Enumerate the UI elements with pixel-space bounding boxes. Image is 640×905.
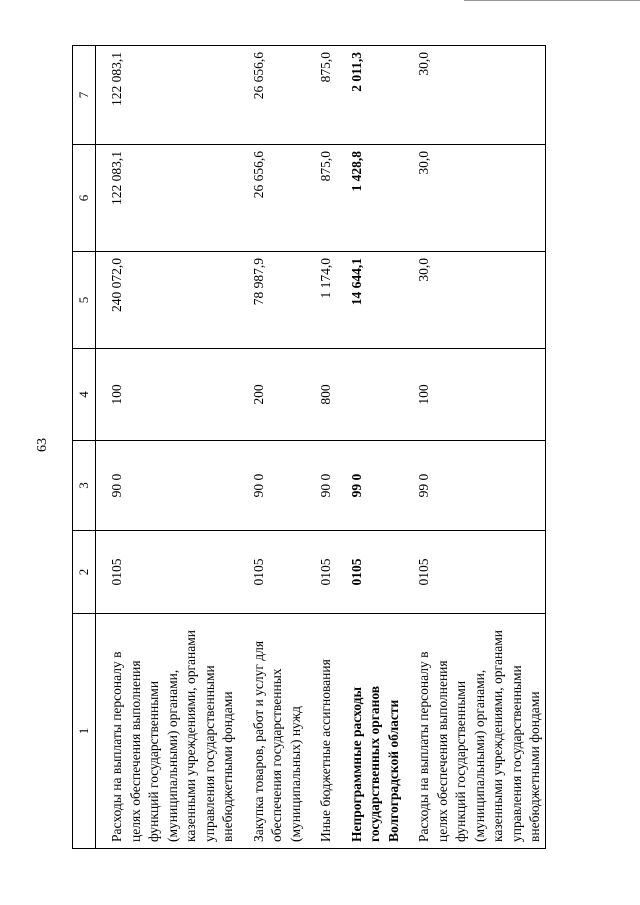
row-name: Расходы на выплаты персоналу в целях обеспечения выполнения функций государственными (муниципальными) органами, казенными учреждениями, органами управления государственными внебюджетными фондами [403,614,545,849]
header-col-6: 6 [73,145,96,252]
table-row [305,46,336,849]
row-name: Расходы на выплаты персоналу в целях обеспечения выполнения функций государственными (муниципальными) органами, казенными учреждениями, органами управления государственными внебюджетными фондами [96,614,238,849]
header-col-7: 7 [73,46,96,145]
row-value-7: 122 083,1 [96,46,238,145]
header-col-1: 1 [73,614,96,849]
scan-edge-line [464,0,640,3]
row-section: 0105 [305,531,336,614]
row-program: 90 0 [96,441,238,531]
row-value-7: 875,0 [305,46,336,145]
table-row [96,46,238,849]
table-row [403,46,545,849]
row-program: 90 0 [238,441,306,531]
row-value-7: 26 656,6 [238,46,306,145]
row-value-5: 30,0 [403,252,545,349]
rotated-table-container [72,46,542,849]
row-expense-type: 100 [403,349,545,441]
row-value-5: 240 072,0 [96,252,238,349]
row-name: Закупка товаров, работ и услуг для обеспечения государственных (муниципальных) нужд [238,614,306,849]
row-expense-type [336,349,404,441]
header-col-2: 2 [73,531,96,614]
header-col-3: 3 [73,441,96,531]
row-value-6: 122 083,1 [96,145,238,252]
row-value-6: 1 428,8 [336,145,404,252]
table-header [73,46,96,849]
header-row [73,46,96,849]
budget-table [72,45,546,849]
row-program: 90 0 [305,441,336,531]
row-name: Иные бюджетные ассигнования [305,614,336,849]
row-value-6: 875,0 [305,145,336,252]
row-value-5: 78 987,9 [238,252,306,349]
header-col-5: 5 [73,252,96,349]
row-value-7: 30,0 [403,46,545,145]
row-program: 99 0 [403,441,545,531]
row-expense-type: 200 [238,349,306,441]
row-value-6: 26 656,6 [238,145,306,252]
row-value-5: 1 174,0 [305,252,336,349]
row-value-7: 2 011,3 [336,46,404,145]
page-number [35,438,58,452]
row-section: 0105 [403,531,545,614]
row-expense-type: 800 [305,349,336,441]
row-value-6: 30,0 [403,145,545,252]
row-section: 0105 [238,531,306,614]
row-section: 0105 [96,531,238,614]
table-row [336,46,404,849]
page-number-text: 63 [35,438,50,452]
header-col-4: 4 [73,349,96,441]
row-program: 99 0 [336,441,404,531]
row-name: Непрограммные расходы государственных органов Волгоградской области [336,614,404,849]
row-expense-type: 100 [96,349,238,441]
table-row [238,46,306,849]
row-value-5: 14 644,1 [336,252,404,349]
row-section: 0105 [336,531,404,614]
table-body [96,46,546,849]
